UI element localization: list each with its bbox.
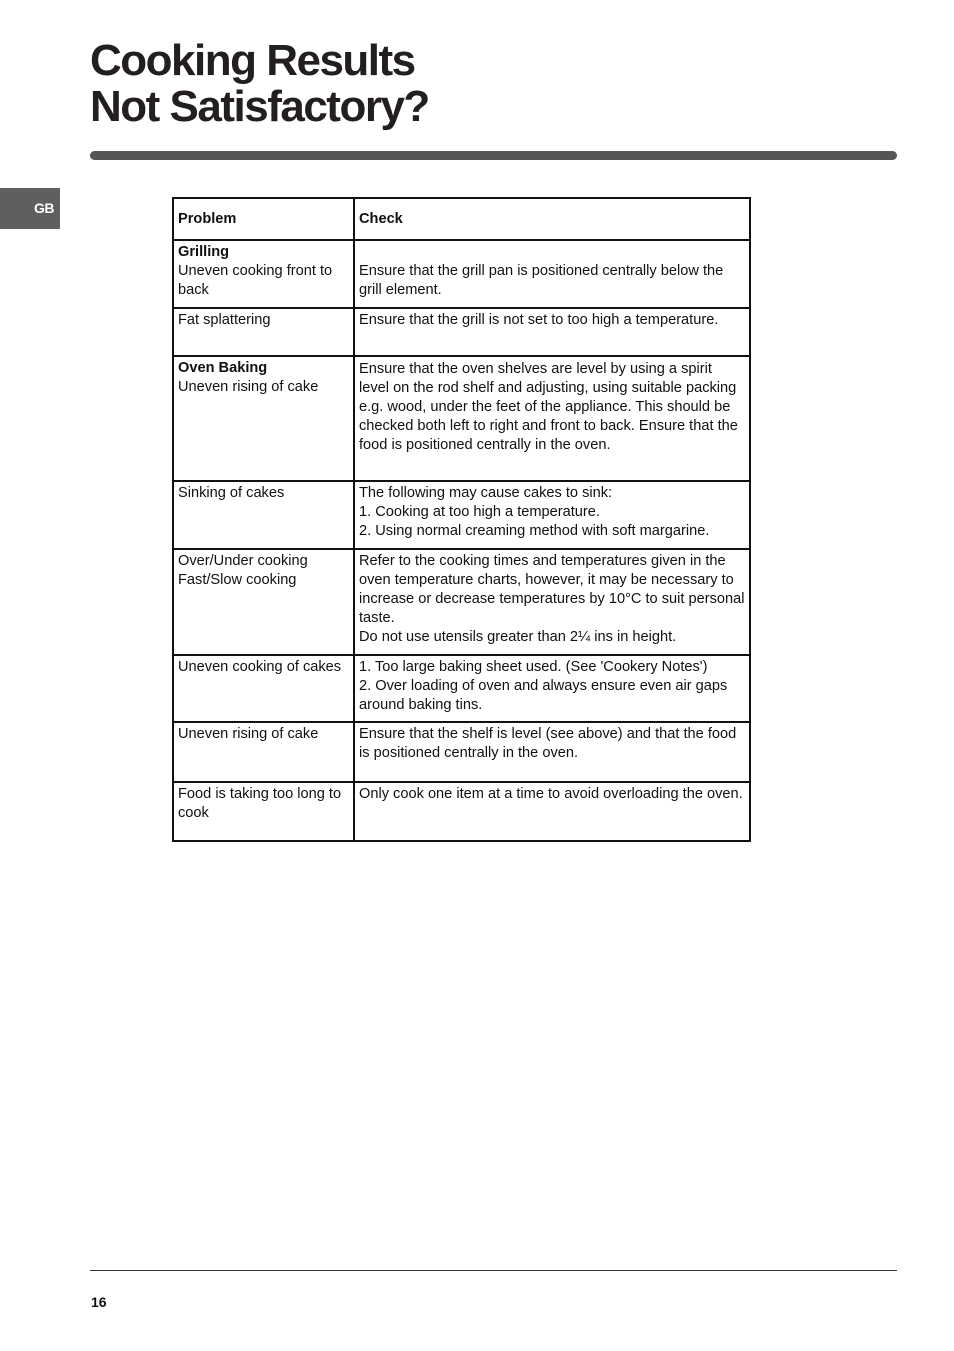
- problem-cell: [173, 240, 354, 308]
- page-title: [90, 38, 429, 130]
- table-row: [173, 356, 750, 481]
- problem-text: Over/Under cooking Fast/Slow cooking: [178, 553, 308, 588]
- check-cell: [354, 655, 750, 722]
- check-cell: [354, 549, 750, 655]
- check-text: Ensure that the grill is not set to too high a temperature.: [359, 312, 719, 328]
- problem-text: Uneven rising of cake: [178, 726, 319, 742]
- problem-cell: [173, 356, 354, 481]
- table-header-row: [173, 198, 750, 240]
- problem-cell: [173, 549, 354, 655]
- table-row: [173, 722, 750, 782]
- table-row: [173, 240, 750, 308]
- footer-divider: [90, 1270, 897, 1271]
- problem-group-label: Grilling: [178, 244, 230, 260]
- table-row: [173, 481, 750, 549]
- problem-text: Fat splattering: [178, 312, 271, 328]
- check-cell: [354, 782, 750, 841]
- problem-text: Uneven rising of cake: [178, 379, 319, 395]
- column-header-check: Check: [354, 198, 750, 240]
- table-row: [173, 549, 750, 655]
- check-cell: [354, 481, 750, 549]
- check-cell: [354, 308, 750, 356]
- page-title-line-1: Cooking Results: [90, 36, 415, 85]
- page-title-line-2: Not Satisfactory?: [90, 82, 429, 131]
- troubleshooting-table: [172, 197, 751, 842]
- table-row: [173, 308, 750, 356]
- problem-text: Uneven cooking of cakes: [178, 659, 342, 675]
- check-cell: [354, 356, 750, 481]
- language-tab: GB: [0, 188, 60, 229]
- page-number: 16: [91, 1294, 107, 1310]
- problem-cell: [173, 782, 354, 841]
- check-text: 1. Cooking at too high a temperature.: [359, 504, 600, 520]
- problem-cell: [173, 308, 354, 356]
- check-text: 2. Over loading of oven and always ensure even air gaps around baking tins.: [359, 678, 728, 713]
- problem-text: Sinking of cakes: [178, 485, 285, 501]
- check-text: Ensure that the shelf is level (see above) and that the food is positioned centrally in the oven.: [359, 726, 737, 761]
- check-text: Do not use utensils greater than 2¼ ins in height.: [359, 629, 677, 645]
- problem-cell: [173, 481, 354, 549]
- problem-text: Uneven cooking front to back: [178, 263, 333, 298]
- column-header-problem: Problem: [173, 198, 354, 240]
- problem-text: Food is taking too long to cook: [178, 786, 342, 821]
- title-divider: [90, 151, 897, 160]
- table-row: [173, 782, 750, 841]
- check-text: Ensure that the oven shelves are level by using a spirit level on the rod shelf and adjusting, using suitable packing e.g. wood, under the feet of the appliance. This should be checked both left to right and front to back. Ensure that the food is positioned centrally in the oven.: [359, 361, 738, 453]
- problem-cell: [173, 655, 354, 722]
- table-row: [173, 655, 750, 722]
- check-cell: [354, 722, 750, 782]
- check-text: Ensure that the grill pan is positioned centrally below the grill element.: [359, 263, 724, 298]
- problem-cell: [173, 722, 354, 782]
- check-text: 1. Too large baking sheet used. (See 'Cookery Notes'): [359, 659, 708, 675]
- check-text: 2. Using normal creaming method with soft margarine.: [359, 523, 710, 539]
- problem-group-label: Oven Baking: [178, 360, 268, 376]
- check-text: Only cook one item at a time to avoid overloading the oven.: [359, 786, 743, 802]
- check-text: Refer to the cooking times and temperatures given in the oven temperature charts, however, it may be necessary to increase or decrease temperatures by 10°C to suit personal taste.: [359, 553, 745, 626]
- check-text: The following may cause cakes to sink:: [359, 485, 613, 501]
- check-cell: [354, 240, 750, 308]
